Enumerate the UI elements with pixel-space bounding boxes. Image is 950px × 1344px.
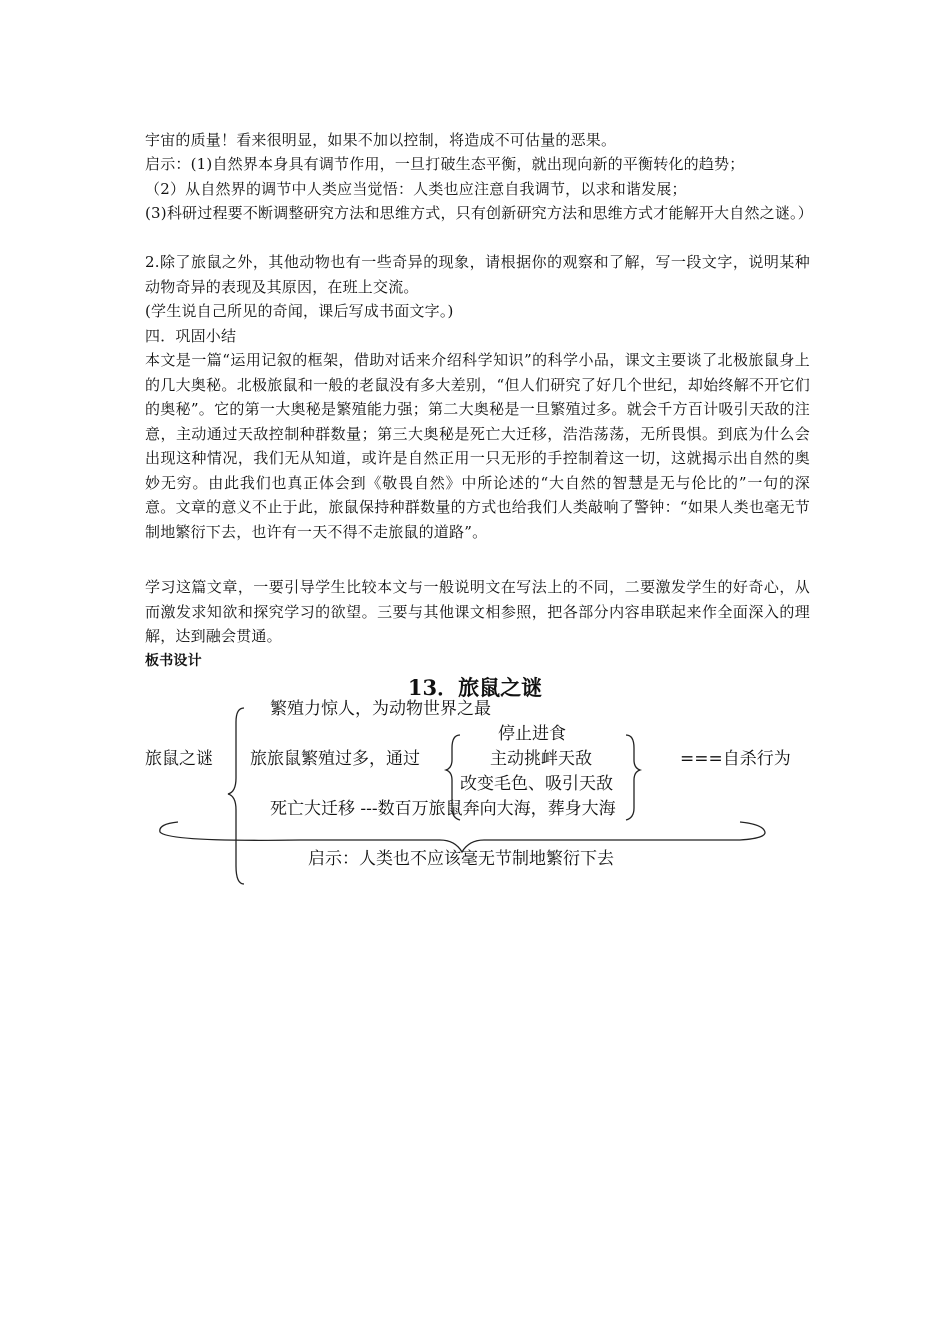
section-heading: 四．巩固小结 [145, 327, 237, 345]
paragraph-6: (学生说自己所见的奇闻，课后写成书面文字。) [145, 302, 454, 320]
board-title: 13．旅鼠之谜 [407, 675, 543, 700]
paragraph-4: (3)科研过程要不断调整研究方法和思维方式，只有创新研究方法和思维方式才能解开大自然之谜。） [145, 204, 813, 222]
board-sub-3: 改变毛色、吸引天敌 [460, 774, 613, 794]
board-result: ===自杀行为 [680, 749, 791, 769]
board-root: 旅鼠之谜 [145, 749, 213, 769]
study-paragraph: 学习这篇文章，一要引导学生比较本文与一般说明文在写法上的不同，二要激发学生的好奇心，从而激发求知欲和探究学习的欲望。三要与其他课文相参照，把各部分内容串联起来作全面深入的理解，达到融会贯通。 [145, 578, 810, 645]
paragraph-2: 启示：(1)自然界本身具有调节作用，一旦打破生态平衡，就出现向新的平衡转化的趋势； [145, 155, 745, 173]
board-sub-2: 主动挑衅天敌 [490, 749, 592, 769]
sub-right-brace [626, 735, 640, 820]
board-item-3: 死亡大迁移 ---数百万旅鼠奔向大海，葬身大海 [270, 799, 616, 819]
board-sub-1: 停止进食 [498, 724, 566, 744]
paragraph-3: （2）从自然界的调节中人类应当觉悟：人类也应注意自我调节，以求和谐发展； [145, 180, 687, 198]
paragraph-1: 宇宙的质量！看来很明显，如果不加以控制，将造成不可估量的恶果。 [145, 131, 617, 149]
summary-paragraph: 本文是一篇“运用记叙的框架，借助对话来介绍科学知识”的科学小品，课文主要谈了北极旅鼠身上的几大奥秘。北极旅鼠和一般的老鼠没有多大差别，“但人们研究了好几个世纪，却始终解不开它们的奥秘”。它的第一大奥秘是繁殖能力强；第二大奥秘是一旦繁殖过多。就会千方百计吸引天敌的注意，主动通过天敌控制种群数量；第三大奥秘是死亡大迁移，浩浩荡荡，无所畏惧。到底为什么会出现这种情况，我们无从知道，或许是自然正用一只无形的手控制着这一切，这就揭示出自然的奥妙无穷。由此我们也真正体会到《敬畏自然》中所论述的“大自然的智慧是无与伦比的”一句的深意。文章的意义不止于此，旅鼠保持种群数量的方式也给我们人类敲响了警钟：“如果人类也毫无节制地繁衍下去，也许有一天不得不走旅鼠的道路”。 [145, 351, 810, 541]
paragraph-5: 2.除了旅鼠之外，其他动物也有一些奇异的现象，请根据你的观察和了解，写一段文字，说明某种动物奇异的表现及其原因，在班上交流。 [145, 253, 810, 296]
board-heading: 板书设计 [145, 653, 202, 669]
board-item-1: 繁殖力惊人，为动物世界之最 [270, 699, 491, 719]
board-revelation: 启示：人类也不应该毫无节制地繁衍下去 [308, 849, 614, 869]
board-item-2: 旅旅鼠繁殖过多，通过 [250, 749, 420, 769]
main-left-brace [228, 708, 244, 884]
